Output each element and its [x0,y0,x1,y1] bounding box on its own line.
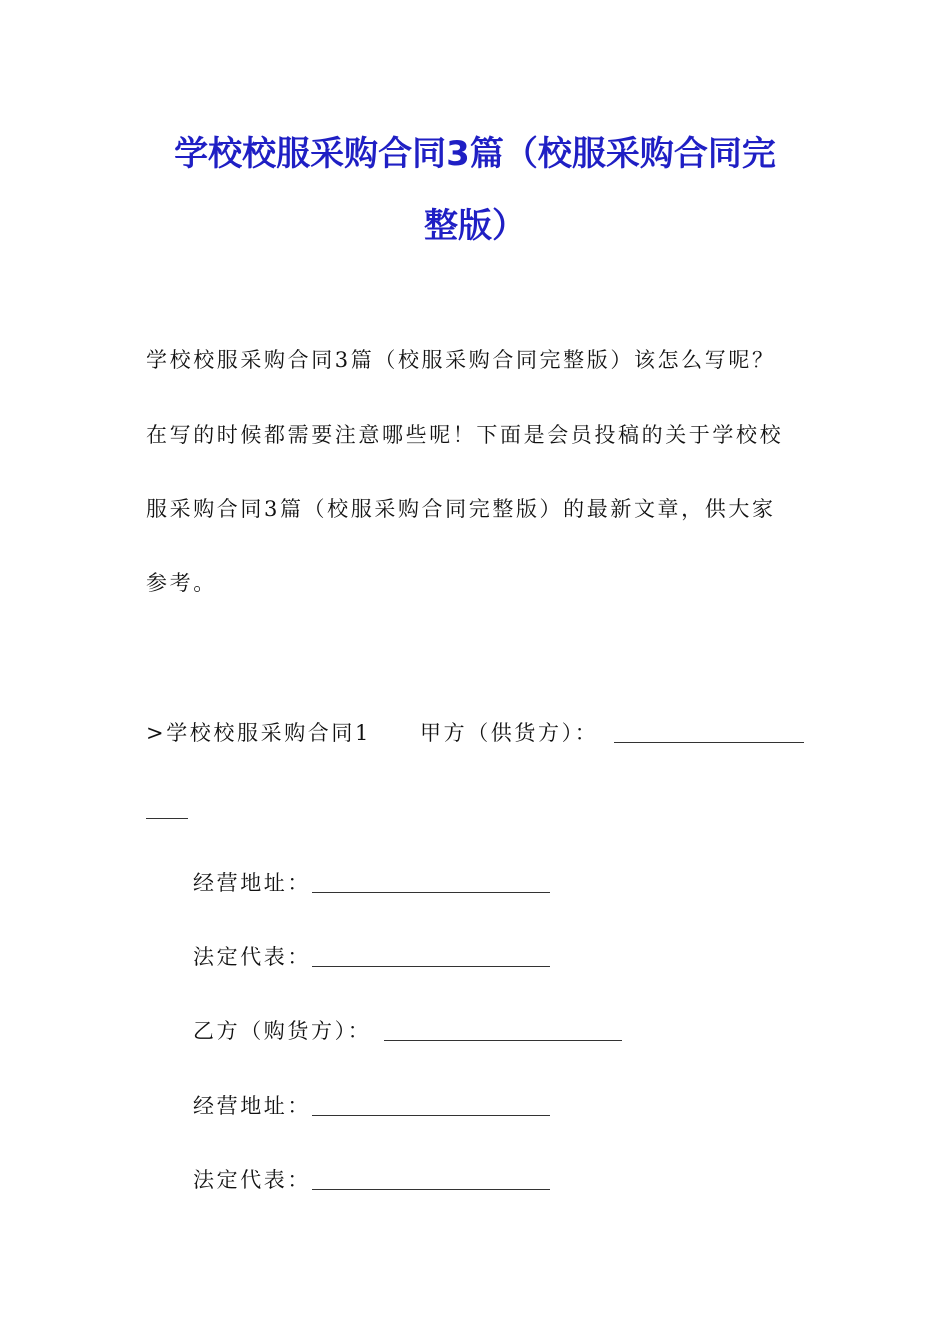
document-title-line-2: 整版） [424,206,526,246]
party-b-representative-label: 法定代表： [193,1168,311,1192]
party-a-representative-blank [312,966,550,967]
party-a-blank-continued [146,818,188,819]
party-b-label: 乙方（购货方）： [193,1019,372,1043]
document-title-line-1: 学校校服采购合同3篇（校服采购合同完 [174,134,776,174]
party-a-representative-label: 法定代表： [193,945,311,969]
party-b-blank [384,1040,622,1041]
party-b-address-label: 经营地址： [193,1094,311,1118]
party-a-address-blank [312,892,550,893]
intro-line-2: 在写的时候都需要注意哪些呢！下面是会员投稿的关于学校校 [146,423,784,447]
intro-line-1: 学校校服采购合同3篇（校服采购合同完整版）该怎么写呢？ [146,348,776,372]
contract-heading: >学校校服采购合同1 [146,721,371,745]
party-a-label: 甲方（供货方）： [420,721,599,745]
party-a-address-label: 经营地址： [193,871,311,895]
party-a-blank [614,742,804,743]
party-b-representative-blank [312,1189,550,1190]
party-b-address-blank [312,1115,550,1116]
intro-line-3: 服采购合同3篇（校服采购合同完整版）的最新文章，供大家 [146,497,776,521]
intro-line-4: 参考。 [146,571,217,595]
